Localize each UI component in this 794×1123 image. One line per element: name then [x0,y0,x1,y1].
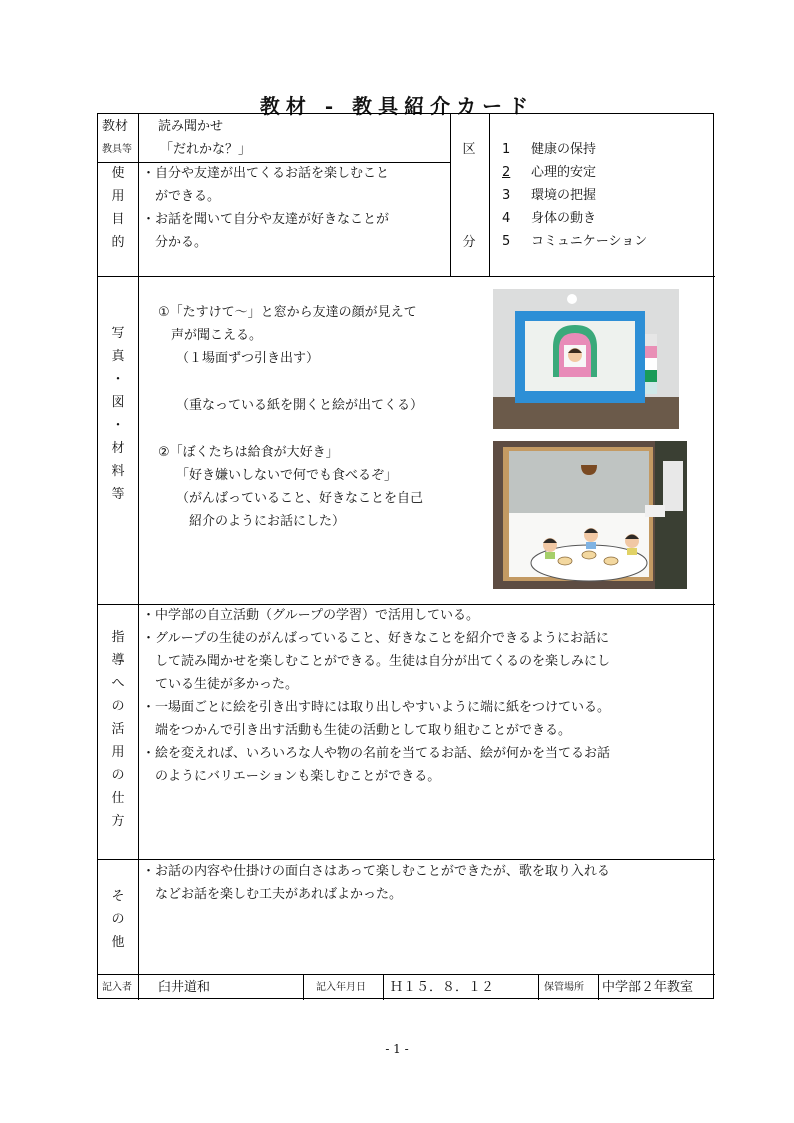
category-num: 5 [502,234,511,249]
photo-text-line: 声が聞こえる。 [158,328,263,343]
label-kyogu: 教具等 [102,144,132,155]
photo-text-line: （重なっている紙を開くと絵が出てくる） [176,398,424,413]
category-name: 健康の保持 [531,142,597,157]
material-type: 読み聞かせ [158,119,224,134]
photo-label-1: 真 [111,349,125,364]
page-title: 教材 - 教具紹介カード [259,94,535,118]
photo-text-line: 紹介のようにお話にした） [176,514,346,529]
purpose-label-1: 用 [111,189,125,204]
guidance-label-5: 用 [111,745,125,760]
photo-text-line: （がんばっていること、好きなことを自己 [176,491,424,506]
guidance-label-0: 指 [111,630,125,645]
other-label-0: そ [111,889,125,904]
category-num: 1 [502,142,511,157]
col-divider [138,974,139,1000]
guidance-label-3: の [111,699,125,714]
other-label-1: の [111,912,125,927]
photo-lunch-scene [493,441,687,589]
guidance-line: 端をつかんで引き出す活動も生徒の活動として取り組むことができる。 [142,723,572,738]
photo-label-7: 等 [111,487,125,502]
guidance-label-8: 方 [111,814,125,829]
guidance-label-6: の [111,768,125,783]
entry-date: Ｈ１５．８．１２ [390,980,495,995]
category-name: 心理的安定 [531,165,597,180]
label-bun: 分 [462,235,476,250]
photo-window-frame-image [493,289,679,429]
purpose-line: ・お話を聞いて自分や友達が好きなことが [142,212,390,227]
col-divider [598,974,599,1000]
row-divider [98,276,715,277]
col-divider [489,114,490,276]
photo-label-5: 材 [111,441,125,456]
photo-window-frame [493,289,679,429]
category-num: 3 [502,188,511,203]
label-kyozai: 教材 [102,119,129,134]
photo-label-2: ・ [111,372,125,387]
col-divider [383,974,384,1000]
purpose-label-0: 使 [111,166,125,181]
storage-place: 中学部２年教室 [602,980,694,995]
purpose-line: ができる。 [142,189,221,204]
category-num: 4 [502,211,511,226]
photo-text-line: ①「たすけて～」と窓から友達の顔が見えて [158,305,417,320]
guidance-line: して読み聞かせを楽しむことができる。生徒は自分が出てくるのを楽しみにし [142,654,611,669]
other-line: ・お話の内容や仕掛けの面白さはあって楽しむことができたが、歌を取り入れる [142,864,610,879]
label-ku: 区 [462,142,476,157]
purpose-label-2: 目 [111,212,125,227]
storage-label: 保管場所 [544,982,584,993]
photo-text-line: 「好き嫌いしないで何でも食べるぞ」 [176,468,398,483]
guidance-line: ・絵を変えれば、いろいろな人や物の名前を当てるお話、絵が何かを当てるお話 [142,746,611,761]
photo-lunch-scene-image [493,441,687,589]
purpose-line: 分かる。 [142,235,208,250]
guidance-label-1: 導 [111,653,125,668]
col-divider [538,974,539,1000]
row-divider [98,974,715,975]
category-name: 環境の把握 [531,188,597,203]
category-name: 身体の動き [531,211,597,226]
date-label: 記入年月日 [316,982,366,993]
photo-label-0: 写 [111,326,125,341]
material-title: 「だれかな？」 [160,142,252,157]
guidance-line: のようにバリエーションも楽しむことができる。 [142,769,441,784]
category-name: コミュニケーション [531,234,648,249]
photo-label-3: 図 [111,395,125,410]
guidance-line: ている生徒が多かった。 [142,677,299,692]
photo-label-4: ・ [111,418,125,433]
photo-text-line: （１場面ずつ引き出す） [176,351,320,366]
guidance-line: ・グループの生徒のがんばっていること、好きなことを紹介できるようにお話に [142,631,609,646]
guidance-label-2: へ [111,676,125,691]
purpose-line: ・自分や友達が出てくるお話を楽しむこと [142,166,390,181]
guidance-label-7: 仕 [111,791,125,806]
col-divider [138,114,139,974]
col-divider [303,974,304,1000]
photo-label-6: 料 [111,464,125,479]
guidance-line: ・中学部の自立活動（グループの学習）で活用している。 [142,608,479,623]
page-number: - 1 - [385,1042,409,1056]
other-label-2: 他 [111,935,125,950]
guidance-label-4: 活 [111,722,125,737]
card-table [97,113,714,999]
purpose-label-3: 的 [111,235,125,250]
guidance-line: ・一場面ごとに絵を引き出す時には取り出しやすいように端に紙をつけている。 [142,700,611,715]
author-name: 臼井道和 [158,980,211,995]
author-label: 記入者 [102,982,132,993]
category-num-selected: 2 [502,165,511,180]
photo-text-line: ②「ぼくたちは給食が大好き」 [158,445,339,460]
other-line: などお話を楽しむ工夫があればよかった。 [142,887,403,902]
